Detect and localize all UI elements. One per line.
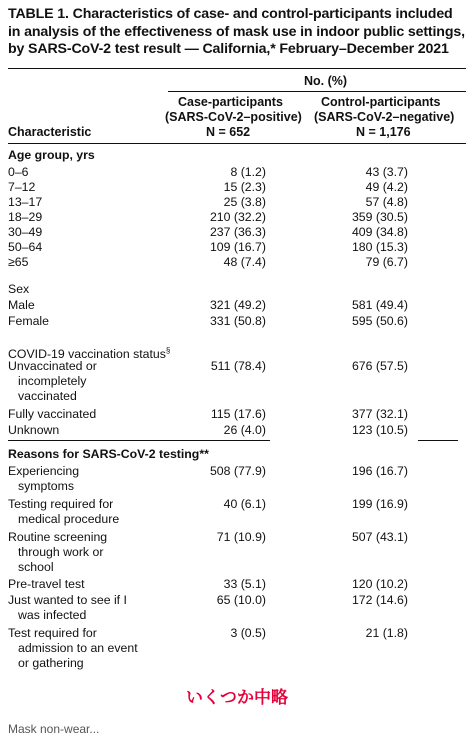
table-container: TABLE 1. Characteristics of case- and control-participants included in analysis of the effectiveness of mask use in indoor public settings, by SARS-CoV-2 test result — California,* February–December 2021 No. (%) Case-participants (SARS-CoV-2–positive) N = 652 Control-participants (SARS-CoV-2–negative) N = 1,176 Characteristic Age group, yrs 0–6 8 (1.2) 43 (3.7) 7–12 15 (2.3) 49 (4.2) 13–17 25 (3.8) 57 (4.8) 18–29 210 (32.2) 359 (30.5) 30–49 237 (36.3) 409 (34.8) 50–64 109 (16.7) 180 (15.3) ≥65 48 (7.4) 79 (6.7) Sex Male 321 (49.2) 581 (49.4) Female 331 (50.8) 595 (50.6) COVID-19 vaccination status§ Unvaccinated or 511 (78.4) 676 (57.5) incompletely vaccinated Fully vaccinated 115 (17.6) 377 (32.1) Unknown 26 (4.0) 123 (10.5) Reasons for SARS-CoV-2 testing** Experiencing 508 (77.9) 196 (16.7) symptoms Testing required for 40 (6.1) 199 (16.9) medical procedure Routine screening 71 (10.9) 507 (43.1) through work or school Pre-travel test 33 (5.1) 120 (10.2) Just wanted to see if I 65 (10.0) 172 (14.6) was infected Test required for 3 (0.5) 21 (1.8) admission to an event or gathering	[8, 6, 465, 670]
span-header: No. (%)	[304, 74, 348, 88]
table-title: TABLE 1. Characteristics of case- and control-participants included in analysis of the effectiveness of mask use in indoor public settings, by SARS-CoV-2 test result — California,* February–December 2021	[8, 6, 465, 57]
characteristic-header: Characteristic	[8, 125, 92, 139]
control-header-l2: (SARS-CoV-2–negative)	[314, 110, 455, 124]
case-header-l1: Case-participants	[178, 95, 283, 109]
title-rule	[8, 68, 466, 69]
cutoff-row: Mask non-wear...	[8, 722, 100, 735]
control-header-l1: Control-participants	[321, 95, 441, 109]
header-rule	[8, 143, 466, 144]
section-rule	[8, 440, 270, 441]
case-header-l2: (SARS-CoV-2–positive)	[165, 110, 302, 124]
span-rule	[168, 91, 466, 92]
omission-note: いくつか中略	[186, 688, 288, 708]
case-header-l3: N = 652	[206, 125, 251, 139]
control-header-l3: N = 1,176	[356, 125, 411, 139]
section-rule-fragment	[418, 440, 458, 441]
